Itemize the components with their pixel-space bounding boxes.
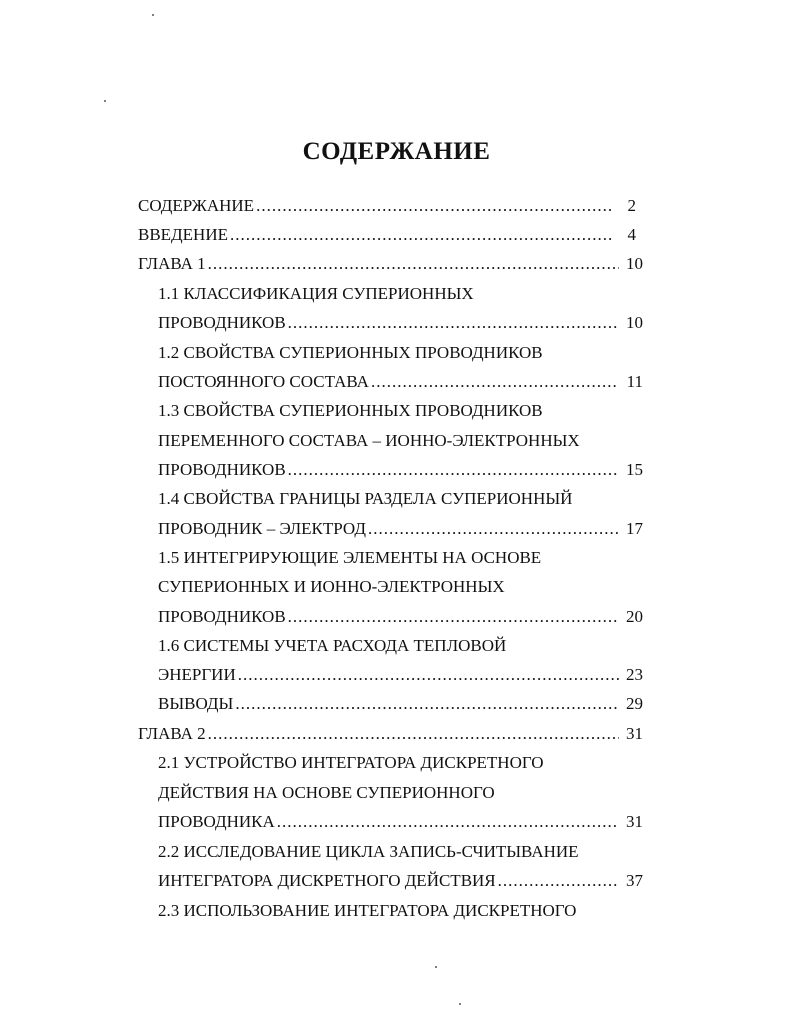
- toc-page-number: 10: [626, 313, 643, 332]
- toc-entry-text: 1.1 КЛАССИФИКАЦИЯ СУПЕРИОННЫХ: [158, 284, 474, 303]
- toc-entry-text: 2.1 УСТРОЙСТВО ИНТЕГРАТОРА ДИСКРЕТНОГО: [158, 753, 544, 772]
- toc-entry: [138, 194, 636, 218]
- toc-entry: [138, 223, 636, 247]
- toc-leader: [238, 663, 619, 687]
- toc-entry-text: ВВЕДЕНИЕ: [138, 225, 228, 244]
- toc-entry: [158, 311, 643, 335]
- scan-speck: [152, 14, 154, 16]
- toc-entry-text: 1.2 СВОЙСТВА СУПЕРИОННЫХ ПРОВОДНИКОВ: [158, 343, 543, 362]
- toc-page-number: 23: [626, 665, 643, 684]
- toc-entry: [158, 692, 643, 716]
- toc-page-number: 31: [626, 812, 643, 831]
- toc-page-number: 4: [627, 225, 636, 244]
- toc-page-number: 10: [626, 254, 643, 273]
- toc-entry-text: ПРОВОДНИК – ЭЛЕКТРОД: [158, 519, 366, 538]
- toc-entry: [138, 252, 643, 276]
- toc-page-number: 2: [627, 196, 636, 215]
- toc-page-number: 15: [626, 460, 643, 479]
- toc-entry-text: СУПЕРИОННЫХ И ИОННО-ЭЛЕКТРОННЫХ: [158, 577, 505, 596]
- toc-leader: [208, 252, 619, 276]
- toc-page-number: 11: [626, 372, 643, 391]
- toc-entry-text: СОДЕРЖАНИЕ: [138, 196, 255, 215]
- toc-page-number: 31: [626, 724, 643, 743]
- toc-page-number: 37: [626, 871, 643, 890]
- toc-leader: [368, 517, 619, 541]
- toc-entry: [138, 722, 643, 746]
- toc-entry-text: ДЕЙСТВИЯ НА ОСНОВЕ СУПЕРИОННОГО: [158, 783, 495, 802]
- toc-entry-text: ПОСТОЯННОГО СОСТАВА: [158, 372, 369, 391]
- toc-leader: [230, 223, 612, 247]
- toc-leader: [288, 311, 619, 335]
- toc-page-number: 17: [626, 519, 643, 538]
- toc-leader: [371, 370, 619, 394]
- toc-entry-text: ВЫВОДЫ: [158, 694, 234, 713]
- toc-leader: [288, 605, 619, 629]
- toc-entry-text: 2.3 ИСПОЛЬЗОВАНИЕ ИНТЕГРАТОРА ДИСКРЕТНОГО: [158, 901, 577, 920]
- scan-speck: [104, 100, 106, 102]
- toc-entry-text: ЭНЕРГИИ: [158, 665, 236, 684]
- toc-entry: [158, 869, 643, 893]
- toc-entry-text: 2.2 ИССЛЕДОВАНИЕ ЦИКЛА ЗАПИСЬ-СЧИТЫВАНИЕ: [158, 842, 579, 861]
- toc-entry-text: ГЛАВА 2: [138, 724, 206, 743]
- toc-entry-text: 1.6 СИСТЕМЫ УЧЕТА РАСХОДА ТЕПЛОВОЙ: [158, 636, 507, 655]
- toc-page-number: 20: [626, 607, 643, 626]
- toc-entry: [158, 517, 643, 541]
- toc-entry: [158, 810, 643, 834]
- toc-entry: [158, 370, 643, 394]
- toc-leader: [208, 722, 619, 746]
- toc-entry: [158, 605, 643, 629]
- toc-leader: [256, 194, 612, 218]
- toc-entry-text: 1.5 ИНТЕГРИРУЮЩИЕ ЭЛЕМЕНТЫ НА ОСНОВЕ: [158, 548, 542, 567]
- toc-leader: [288, 458, 619, 482]
- toc-entry-text: ПРОВОДНИКОВ: [158, 313, 286, 332]
- toc-entry-text: ПЕРЕМЕННОГО СОСТАВА – ИОННО-ЭЛЕКТРОННЫХ: [158, 431, 580, 450]
- toc-entry-text: 1.3 СВОЙСТВА СУПЕРИОННЫХ ПРОВОДНИКОВ: [158, 401, 543, 420]
- toc-entry-text: 1.4 СВОЙСТВА ГРАНИЦЫ РАЗДЕЛА СУПЕРИОННЫЙ: [158, 489, 573, 508]
- toc-entry-text: ИНТЕГРАТОРА ДИСКРЕТНОГО ДЕЙСТВИЯ: [158, 871, 496, 890]
- toc-entry: [158, 458, 643, 482]
- toc-entry-text: ПРОВОДНИКОВ: [158, 607, 286, 626]
- toc-entry: [158, 663, 643, 687]
- scan-speck: [459, 1003, 461, 1005]
- page-title: СОДЕРЖАНИЕ: [302, 138, 491, 165]
- toc-leader: [277, 810, 619, 834]
- scan-speck: [435, 966, 437, 968]
- toc-page-number: 29: [626, 694, 643, 713]
- toc-entry-text: ПРОВОДНИКОВ: [158, 460, 286, 479]
- toc-entry-text: ГЛАВА 1: [138, 254, 206, 273]
- toc-leader: [498, 869, 619, 893]
- toc-entry-text: ПРОВОДНИКА: [158, 812, 275, 831]
- toc-leader: [235, 692, 619, 716]
